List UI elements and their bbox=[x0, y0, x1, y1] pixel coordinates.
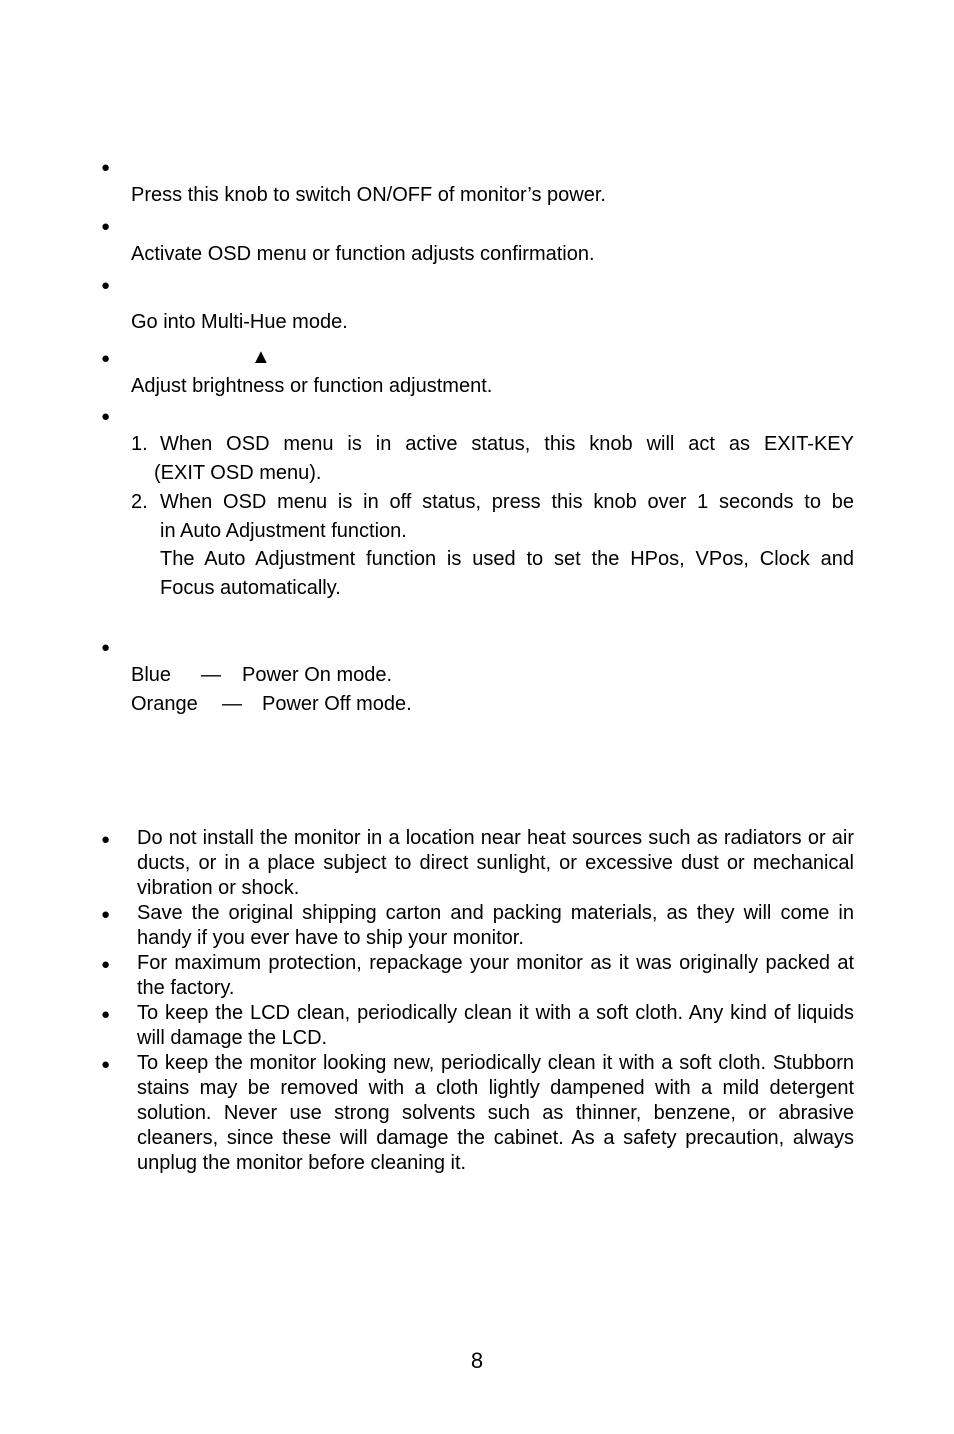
led-dash: — bbox=[201, 664, 221, 686]
led-dash: — bbox=[222, 693, 242, 715]
bullet-icon: ● bbox=[101, 639, 111, 656]
bullet-icon: ● bbox=[101, 956, 111, 973]
care-item: To keep the LCD clean, periodically clean it with a soft cloth. Any kind of liquids will damage the LCD. bbox=[137, 1002, 854, 1049]
led-color-blue: Blue bbox=[131, 664, 172, 686]
step-number: 1. bbox=[131, 433, 148, 455]
bullet-icon: ● bbox=[101, 906, 111, 923]
brightness-description: Adjust brightness or function adjustment. bbox=[131, 375, 493, 397]
step-text: When OSD menu is in active status, this knob will act as EXIT-KEY bbox=[160, 433, 854, 455]
bullet-icon: ● bbox=[101, 408, 111, 425]
step-text: in Auto Adjustment function. bbox=[160, 520, 407, 542]
led-mode-on: Power On mode. bbox=[242, 664, 393, 686]
led-color-orange: Orange bbox=[131, 693, 198, 715]
care-item: For maximum protection, repackage your monitor as it was originally packed at the factory. bbox=[137, 952, 854, 999]
power-knob-description: Press this knob to switch ON/OFF of monitor’s power. bbox=[131, 184, 606, 206]
bullet-icon: ● bbox=[101, 218, 111, 235]
step-text: (EXIT OSD menu). bbox=[154, 462, 322, 484]
bullet-icon: ● bbox=[101, 1006, 111, 1023]
bullet-icon: ● bbox=[101, 831, 111, 848]
page-number: 8 bbox=[470, 1348, 484, 1373]
step-number: 2. bbox=[131, 491, 148, 513]
bullet-icon: ● bbox=[101, 1056, 111, 1073]
bullet-icon: ● bbox=[101, 159, 111, 176]
care-item: Save the original shipping carton and packing materials, as they will come in handy if you ever have to ship your monitor. bbox=[137, 902, 854, 949]
step-text: The Auto Adjustment function is used to set the HPos, VPos, Clock and bbox=[160, 548, 854, 570]
bullet-icon: ● bbox=[101, 277, 111, 294]
bullet-icon: ● bbox=[101, 350, 111, 367]
up-arrow-icon: ▲ bbox=[251, 346, 271, 368]
care-item: To keep the monitor looking new, periodically clean it with a soft cloth. Stubborn stains may be removed with a cloth lightly dampened with a mild detergent solution. Never use strong solvents such as thinner, benzene, or abrasive cleaners, since these will damage the cabinet. As a safety precaution, always unplug the monitor before cleaning it. bbox=[137, 1052, 854, 1174]
step-text: When OSD menu is in off status, press this knob over 1 seconds to be bbox=[160, 491, 854, 513]
step-text: Focus automatically. bbox=[160, 577, 341, 599]
led-mode-off: Power Off mode. bbox=[262, 693, 412, 715]
multi-hue-description: Go into Multi-Hue mode. bbox=[131, 311, 348, 333]
menu-knob-description: Activate OSD menu or function adjusts confirmation. bbox=[131, 243, 595, 265]
care-item: Do not install the monitor in a location near heat sources such as radiators or air ducts, or in a place subject to direct sunlight, or excessive dust or mechanical vibration or shock. bbox=[137, 827, 854, 899]
